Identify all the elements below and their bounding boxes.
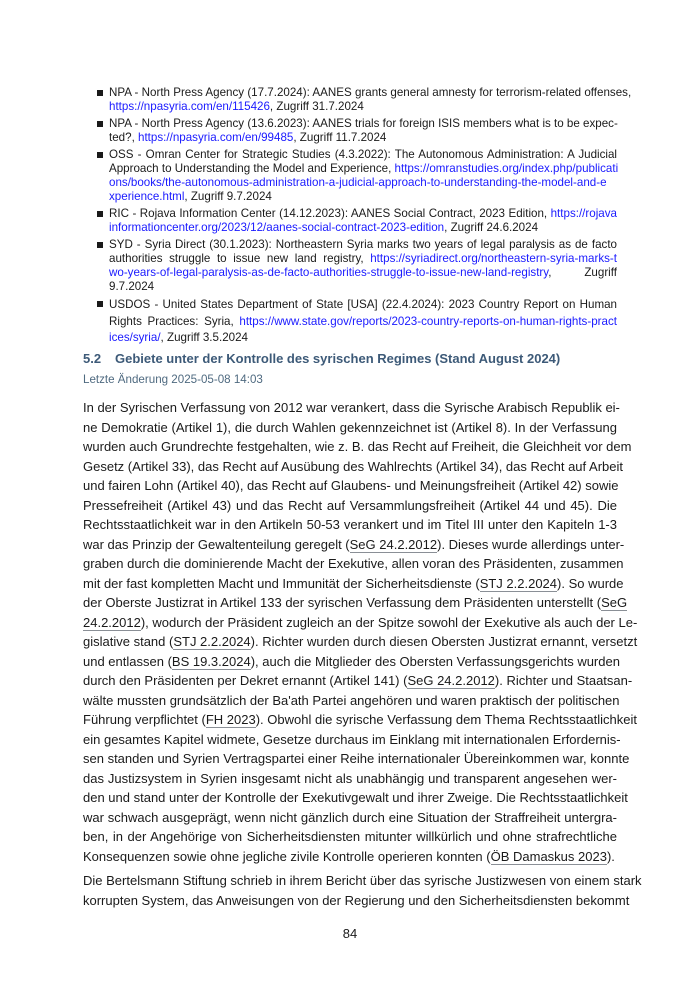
text-segment: das Justizsystem in Syrien insgesamt nicht als unabhängig und transparent angesehen wer- xyxy=(83,770,617,786)
text-segment: 9.7.2024 xyxy=(109,280,155,293)
reference-item xyxy=(97,207,617,235)
text-segment: korrupten System, das Anweisungen von der Regierung und den Sicherheitsdiensten bekommt xyxy=(83,892,630,908)
text-segment: OSS - Omran Center for Strategic Studies (4.3.2022): The Autonomous Administration: A Judicial xyxy=(109,148,617,161)
text-segment: USDOS - United States Department of State [USA] (22.4.2024): 2023 Country Report on Human xyxy=(109,298,617,311)
text-segment: Führung verpflichtet ( xyxy=(83,712,206,727)
text-line xyxy=(109,86,632,100)
bullet-icon xyxy=(97,301,103,307)
bullet-icon xyxy=(97,211,103,217)
text-segment: gislative stand ( xyxy=(83,634,174,649)
text-line xyxy=(83,749,630,769)
citation-link[interactable]: 24.2.2012 xyxy=(83,614,141,630)
text-line xyxy=(83,457,624,477)
text-segment: RIC - Rojava Information Center (14.12.2023): AANES Social Contract, 2023 Edition, xyxy=(109,207,551,220)
text-segment: ted?, xyxy=(109,131,139,144)
text-segment: ). Richter wurden durch diesen Obersten Justizrat ernannt, versetzt xyxy=(250,634,638,649)
citation-link[interactable]: SeG 24.2.2012 xyxy=(407,673,495,688)
text-line xyxy=(109,252,617,266)
text-line xyxy=(83,418,617,438)
bullet-icon xyxy=(97,90,103,96)
text-line xyxy=(83,535,625,555)
text-line xyxy=(109,221,617,235)
text-line xyxy=(83,437,632,457)
text-line xyxy=(83,847,617,867)
text-line xyxy=(83,398,620,418)
text-line xyxy=(109,297,617,314)
text-line xyxy=(109,280,617,294)
text-line xyxy=(109,190,617,204)
reference-link[interactable]: https://npasyria.com/en/115426 xyxy=(109,100,270,113)
text-line xyxy=(83,515,617,535)
text-line xyxy=(83,632,638,652)
text-segment: Gesetz (Artikel 33), das Recht auf Ausübung des Wahlrechts (Artikel 34), das Recht auf Arbeit xyxy=(83,458,624,474)
text-line xyxy=(109,238,617,252)
reference-link[interactable]: https://syriadirect.org/northeastern-syria-marks-t xyxy=(370,252,617,265)
text-segment: Konsequenzen sowie ohne jegliche zivile Kontrolle operieren konnten ( xyxy=(83,848,491,864)
text-segment: Rights Practices: Syria, xyxy=(109,314,240,328)
text-line xyxy=(109,100,617,114)
text-segment: ), auch die Mitglieder des Obersten Verfassungsgerichts wurden xyxy=(250,653,620,669)
text-line xyxy=(83,769,617,789)
reference-link[interactable]: https://omranstudies.org/index.php/publicati xyxy=(394,162,619,175)
citation-link[interactable]: SeG 24.2.2012 xyxy=(349,536,438,552)
reference-link[interactable]: xperience.html xyxy=(109,190,185,203)
reference-list xyxy=(97,86,632,350)
text-segment: mit der fast kompletten Macht und Immunität der Sicherheitsdienste ( xyxy=(83,575,480,591)
citation-link[interactable]: SeG xyxy=(601,595,628,610)
text-segment: war schwach ausgeprägt, wenn nicht gänzlich durch eine Situation der Straffreiheit untergra- xyxy=(83,809,617,825)
text-segment: , Zugriff 3.5.2024 xyxy=(160,331,248,344)
text-line xyxy=(83,788,628,808)
text-segment: ben, in der Angehörige von Sicherheitsdiensten mitunter willkürlich und ohne strafrechtliche xyxy=(83,829,617,844)
text-line xyxy=(83,671,633,691)
text-segment: Approach to Understanding the Model and Experience, xyxy=(109,162,395,175)
reference-item xyxy=(97,297,617,347)
text-segment: , Zugriff 11.7.2024 xyxy=(293,131,387,144)
text-segment: war das Prinzip der Gewaltenteilung geregelt ( xyxy=(83,536,350,552)
last-changed: Letzte Änderung 2025-05-08 14:03 xyxy=(83,373,263,386)
text-segment: durch den Präsidenten per Dekret ernannt (Artikel 141) ( xyxy=(83,673,408,688)
text-segment: NPA - North Press Agency (17.7.2024): AANES grants general amnesty for terrorism-related offenses, xyxy=(109,86,632,99)
reference-link[interactable]: ons/books/the-autonomous-administration-a-judicial-approach-to-understanding-the-model-and-e xyxy=(109,176,607,189)
text-line xyxy=(83,871,642,891)
text-segment: ). Richter und Staatsan- xyxy=(494,673,633,688)
text-segment: ). xyxy=(606,848,615,864)
section-title: Gebiete unter der Kontrolle des syrischen Regimes (Stand August 2024) xyxy=(115,351,561,366)
citation-link[interactable]: STJ 2.2.2024 xyxy=(173,634,251,649)
reference-item xyxy=(97,117,617,145)
text-line xyxy=(83,730,621,750)
text-line xyxy=(83,574,624,594)
reference-item xyxy=(97,238,617,294)
paragraph xyxy=(83,398,638,866)
text-segment: und fairen Lohn (Artikel 40), das Recht auf Glaubens- und Meinungsfreiheit (Artikel 42) sowie xyxy=(83,478,619,493)
text-segment: Rechtsstaatlichkeit war in den Artikeln 50-53 verankert und im Titel III unter den Kapiteln 1-3 xyxy=(83,517,617,532)
text-segment: sen standen und Syrien Vertragspartei einer Reihe internationaler Übereinkommen war, konnte xyxy=(83,751,630,766)
reference-item xyxy=(97,148,617,204)
text-segment: ein gesamtes Kapitel widmete, Gesetze durchaus im Einklang mit internationalen Erfordernis- xyxy=(83,731,621,747)
text-segment: authorities struggle to issue new land registry, xyxy=(109,252,371,265)
text-segment: wurden auch Grundrechte festgehalten, wie z. B. das Recht auf Freiheit, die Gleichheit vor dem xyxy=(83,439,632,454)
citation-link[interactable]: BS 19.3.2024 xyxy=(171,653,251,669)
citation-link[interactable]: STJ 2.2.2024 xyxy=(479,575,558,591)
text-segment: Die Bertelsmann Stiftung schrieb in ihrem Bericht über das syrische Justizwesen von einem stark xyxy=(83,873,642,888)
text-line xyxy=(83,691,620,711)
bullet-icon xyxy=(97,242,103,248)
text-segment: den und stand unter der Kontrolle der Exekutivgewalt und ihrer Zweige. Die Rechtsstaatlichkeit xyxy=(83,790,628,805)
text-segment: ). Obwohl die syrische Verfassung dem Thema Rechtsstaatlichkeit xyxy=(255,712,637,727)
text-segment: , Zugriff 24.6.2024 xyxy=(444,221,539,234)
text-line xyxy=(83,476,617,496)
text-line xyxy=(83,554,624,574)
section-number: 5.2 xyxy=(83,351,102,366)
text-line xyxy=(109,266,617,280)
reference-link[interactable]: https://rojava xyxy=(550,207,617,220)
reference-link[interactable]: https://npasyria.com/en/99485 xyxy=(138,131,294,144)
text-line xyxy=(109,176,617,190)
text-segment: der Oberste Justizrat in Artikel 133 der syrischen Verfassung dem Präsidenten unterstellt ( xyxy=(83,595,602,610)
text-segment: und entlassen ( xyxy=(83,653,172,669)
text-line xyxy=(83,808,617,828)
text-line xyxy=(83,496,617,516)
text-segment: ). So wurde xyxy=(557,575,624,591)
text-segment: ). Dieses wurde allerdings unter- xyxy=(437,536,625,552)
paragraph xyxy=(83,871,642,910)
text-segment: ne Demokratie (Artikel 1), die durch Wahlen gekennzeichnet ist (Artikel 8). In der Verfassung xyxy=(83,419,617,435)
text-segment: In der Syrischen Verfassung von 2012 war verankert, dass die Syrische Arabisch Republik ei- xyxy=(83,400,620,415)
bullet-icon xyxy=(97,152,103,158)
text-segment: wälte mussten grundsätzlich der Ba'ath Partei angehören und waren praktisch der politischen xyxy=(83,692,620,708)
text-line xyxy=(83,652,620,672)
text-line xyxy=(83,891,630,911)
text-line xyxy=(83,710,637,730)
text-segment: NPA - North Press Agency (13.6.2023): AANES trials for foreign ISIS members what is to be expec- xyxy=(109,117,618,130)
text-line xyxy=(109,207,617,221)
text-line xyxy=(109,162,617,176)
section-heading xyxy=(83,351,560,366)
text-line xyxy=(109,314,617,331)
text-segment: , Zugriff 31.7.2024 xyxy=(269,100,364,113)
text-line xyxy=(109,117,617,131)
text-segment: ), wodurch der Präsident zugleich an der Spitze sowohl der Exekutive als auch der Le- xyxy=(140,614,638,630)
text-line xyxy=(109,330,617,347)
text-line xyxy=(109,131,617,145)
citation-link[interactable]: FH 2023 xyxy=(205,712,256,727)
text-segment: , Zugriff 9.7.2024 xyxy=(184,190,272,203)
reference-link[interactable]: https://www.state.gov/reports/2023-country-reports-on-human-rights-pract xyxy=(239,314,617,328)
text-line xyxy=(109,148,617,162)
text-line xyxy=(83,593,628,613)
reference-link[interactable]: wo-years-of-legal-paralysis-as-de-facto-authorities-struggle-to-issue-new-land-registry xyxy=(109,266,549,279)
text-segment: graben durch die dominierende Macht der Exekutive, allen voran des Präsidenten, zusammen xyxy=(83,556,624,571)
reference-link[interactable]: informationcenter.org/2023/12/aanes-social-contract-2023-edition xyxy=(109,221,445,234)
text-segment: Pressefreiheit (Artikel 43) und das Recht auf Versammlungsfreiheit (Artikel 44 und 45). Die xyxy=(83,497,617,513)
reference-item xyxy=(97,86,632,114)
citation-link[interactable]: ÖB Damaskus 2023 xyxy=(490,848,607,864)
text-segment: , Zugriff xyxy=(548,266,617,279)
page-number: 84 xyxy=(342,926,358,941)
text-line xyxy=(83,827,617,847)
text-line xyxy=(83,613,638,633)
text-segment: SYD - Syria Direct (30.1.2023): Northeastern Syria marks two years of legal paralysis as de facto xyxy=(109,238,617,251)
reference-link[interactable]: ices/syria/ xyxy=(109,331,161,344)
bullet-icon xyxy=(97,121,103,127)
